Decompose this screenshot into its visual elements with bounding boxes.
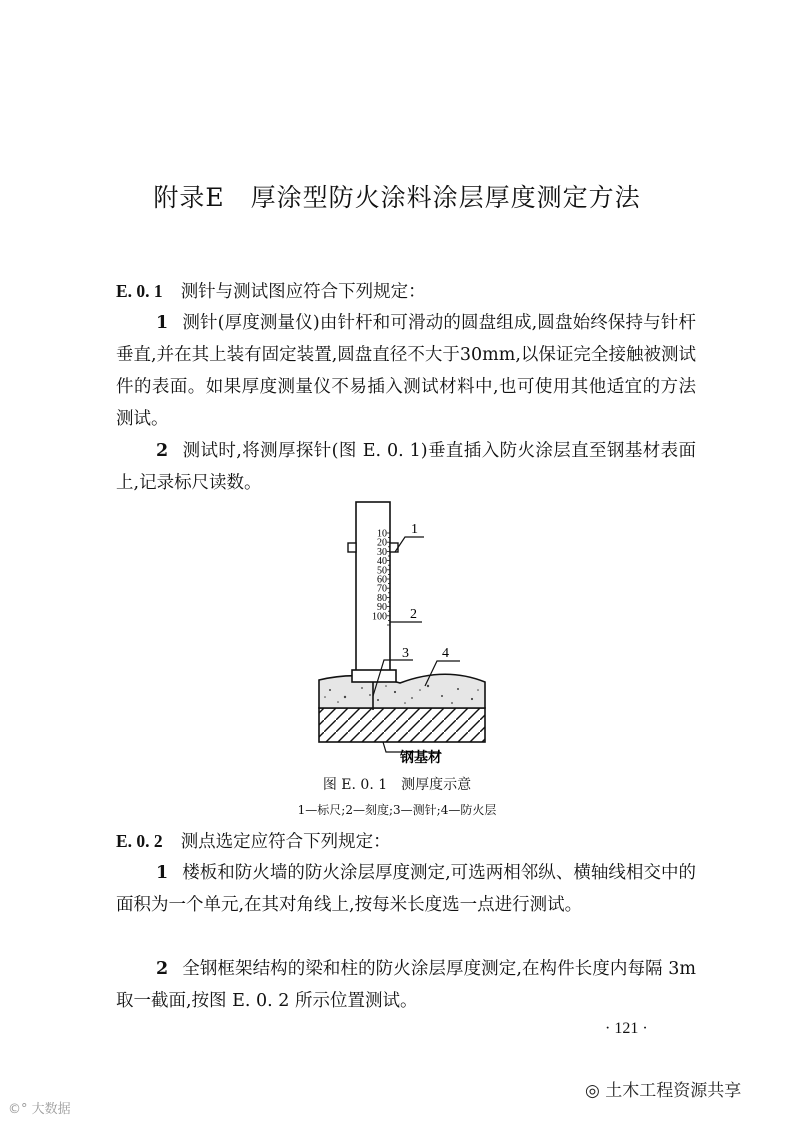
clause-e01-heading — [116, 275, 696, 308]
scale-label: 30 — [377, 546, 387, 558]
scale-label: 60 — [377, 574, 387, 586]
clause-e02-heading — [116, 825, 696, 858]
scale-label: 50 — [377, 565, 387, 577]
watermark-text: 土木工程资源共享 — [605, 1081, 742, 1101]
scale-label: 40 — [377, 556, 387, 568]
item-number: 1 — [156, 313, 169, 333]
clause-e02-item-1 — [116, 857, 696, 921]
callout-line-1 — [395, 537, 424, 552]
item-text: 楼板和防火墙的防火涂层厚度测定,可选两相邻纵、横轴线相交中的面积为一个单元,在其对角线上,按每米长度选一点进行测试。 — [116, 863, 696, 915]
item-text: 全钢框架结构的梁和柱的防火涂层厚度测定,在构件长度内每隔 3m 取一截面,按图 E. 0. 2 所示位置测试。 — [116, 959, 696, 1011]
figure-legend: 1—标尺;2—刻度;3—测针;4—防火层 — [297, 803, 497, 817]
clamp-tab-left — [348, 543, 356, 552]
callout-2: 2 — [410, 607, 417, 622]
callout-1: 1 — [411, 522, 418, 537]
watermark-wechat — [585, 1076, 741, 1101]
scale-label: 80 — [377, 592, 387, 604]
clause-heading-text: 测针与测试图应符合下列规定： — [180, 282, 426, 302]
figure-caption: 图 E. 0. 1 测厚度示意 — [322, 777, 472, 793]
item-number: 2 — [156, 959, 169, 979]
clause-e01-item-1 — [116, 307, 696, 435]
scale-label: 90 — [377, 602, 387, 614]
appendix-label: 附录E — [153, 183, 225, 212]
item-text: 测针(厚度测量仪)由针杆和可滑动的圆盘组成,圆盘始终保持与针杆垂直,并在其上装有固定装置,圆盘直径不大于30mm,以保证完全接触被测试件的表面。如果厚度测量仪不易插入测试材料中,也可使用其他适宜的方法测试。 — [116, 313, 696, 429]
scale-label: 10 — [377, 528, 387, 540]
steel-base — [319, 708, 485, 742]
appendix-title: 厚涂型防火涂料涂层厚度测定方法 — [250, 183, 641, 212]
wechat-icon: ◎ — [585, 1081, 606, 1101]
item-text: 测试时,将测厚探针(图 E. 0. 1)垂直插入防火涂层直至钢基材表面上,记录标尺读数。 — [116, 441, 696, 493]
watermark-left — [8, 1098, 71, 1117]
page-title — [0, 178, 794, 214]
clause-number: E. 0. 2 — [116, 831, 163, 851]
callout-4: 4 — [442, 646, 449, 661]
clause-e01-item-2 — [116, 435, 696, 499]
logo-icon: ©° — [8, 1102, 32, 1117]
scale-label: 20 — [377, 537, 387, 549]
fireproof-layer — [319, 674, 485, 708]
clause-number: E. 0. 1 — [116, 281, 163, 301]
scale-label: 70 — [377, 583, 387, 595]
steel-base-label: 钢基材 — [400, 750, 442, 766]
clause-heading-text: 测点选定应符合下列规定： — [180, 832, 391, 852]
clause-e02-item-2 — [116, 953, 696, 1017]
page-number: · 121 · — [605, 1020, 648, 1037]
item-number: 1 — [156, 863, 169, 883]
gauge-disc — [352, 670, 396, 682]
thickness-gauge-diagram — [300, 500, 500, 770]
item-number: 2 — [156, 441, 169, 461]
callout-3: 3 — [402, 646, 409, 661]
clamp-tab-right — [390, 543, 398, 552]
watermark-left-text: 大数据 — [31, 1102, 71, 1117]
scale-label: 100 — [372, 611, 387, 623]
